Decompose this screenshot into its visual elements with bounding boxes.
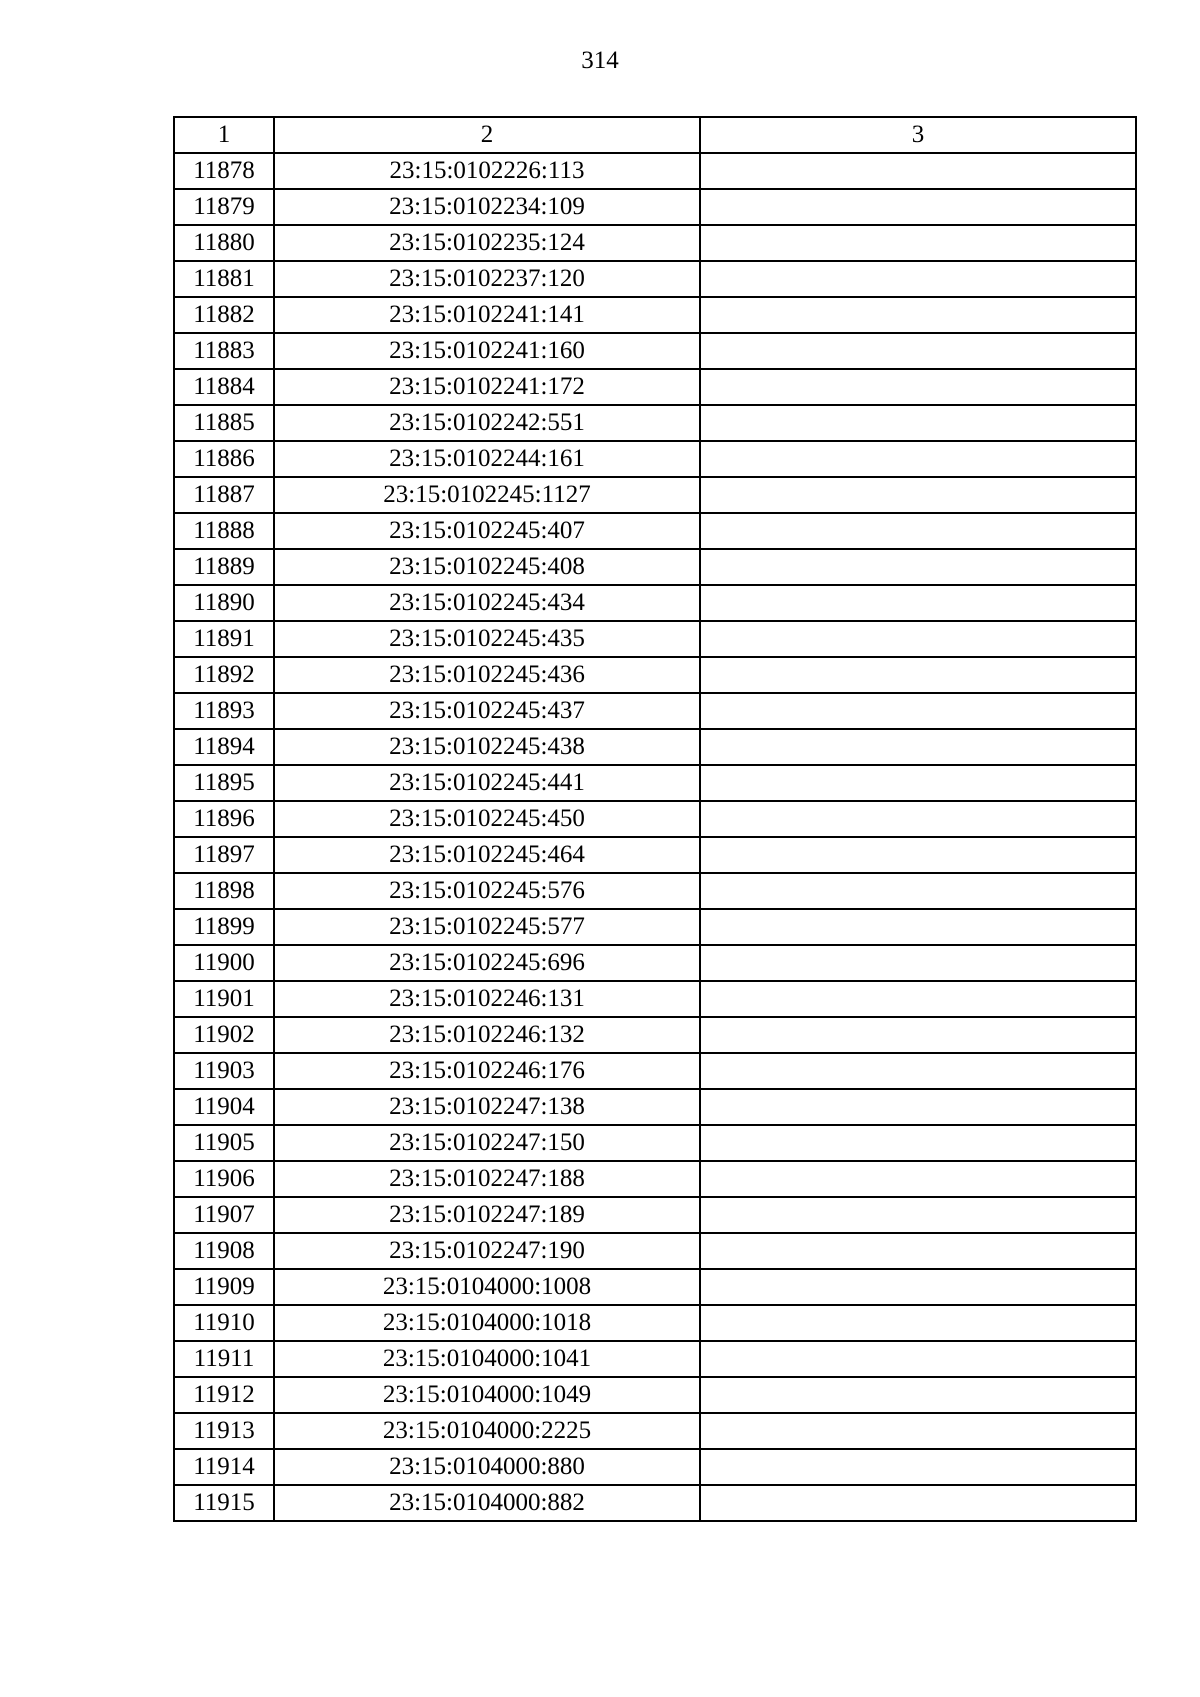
- cadastral-number-cell: 23:15:0102245:434: [274, 585, 700, 621]
- empty-cell: [700, 873, 1136, 909]
- empty-cell: [700, 1053, 1136, 1089]
- row-number-cell: 11898: [174, 873, 274, 909]
- table-row: [174, 1053, 1136, 1089]
- cadastral-number-cell: 23:15:0102242:551: [274, 405, 700, 441]
- empty-cell: [700, 945, 1136, 981]
- empty-cell: [700, 1485, 1136, 1521]
- empty-cell: [700, 1089, 1136, 1125]
- cadastral-number-cell: 23:15:0102247:150: [274, 1125, 700, 1161]
- row-number-cell: 11879: [174, 189, 274, 225]
- table-row: [174, 1449, 1136, 1485]
- table-row: [174, 1089, 1136, 1125]
- table-row: [174, 729, 1136, 765]
- empty-cell: [700, 1449, 1136, 1485]
- row-number-cell: 11896: [174, 801, 274, 837]
- empty-cell: [700, 765, 1136, 801]
- empty-cell: [700, 1233, 1136, 1269]
- table-row: [174, 1305, 1136, 1341]
- table-row: [174, 1125, 1136, 1161]
- table-row: [174, 1341, 1136, 1377]
- empty-cell: [700, 405, 1136, 441]
- empty-cell: [700, 657, 1136, 693]
- empty-cell: [700, 369, 1136, 405]
- cadastral-number-cell: 23:15:0102245:696: [274, 945, 700, 981]
- table-row: [174, 297, 1136, 333]
- cadastral-number-cell: 23:15:0102245:438: [274, 729, 700, 765]
- table-row: [174, 405, 1136, 441]
- empty-cell: [700, 981, 1136, 1017]
- table-row: [174, 657, 1136, 693]
- row-number-cell: 11883: [174, 333, 274, 369]
- cadastral-number-cell: 23:15:0102246:132: [274, 1017, 700, 1053]
- table-row: [174, 1485, 1136, 1521]
- table-row: [174, 1377, 1136, 1413]
- empty-cell: [700, 225, 1136, 261]
- empty-cell: [700, 441, 1136, 477]
- table-row: [174, 261, 1136, 297]
- cadastral-number-cell: 23:15:0102247:189: [274, 1197, 700, 1233]
- empty-cell: [700, 1197, 1136, 1233]
- cadastral-number-cell: 23:15:0104000:1041: [274, 1341, 700, 1377]
- table-row: [174, 945, 1136, 981]
- table-row: [174, 585, 1136, 621]
- empty-cell: [700, 801, 1136, 837]
- row-number-cell: 11880: [174, 225, 274, 261]
- row-number-cell: 11914: [174, 1449, 274, 1485]
- row-number-cell: 11902: [174, 1017, 274, 1053]
- row-number-cell: 11899: [174, 909, 274, 945]
- table-row: [174, 441, 1136, 477]
- empty-cell: [700, 1413, 1136, 1449]
- empty-cell: [700, 1341, 1136, 1377]
- empty-cell: [700, 729, 1136, 765]
- table-row: [174, 189, 1136, 225]
- empty-cell: [700, 513, 1136, 549]
- row-number-cell: 11900: [174, 945, 274, 981]
- empty-cell: [700, 1017, 1136, 1053]
- table-row: [174, 873, 1136, 909]
- row-number-cell: 11890: [174, 585, 274, 621]
- cadastral-number-cell: 23:15:0102246:131: [274, 981, 700, 1017]
- row-number-cell: 11889: [174, 549, 274, 585]
- table-row: [174, 477, 1136, 513]
- empty-cell: [700, 189, 1136, 225]
- table-row: [174, 333, 1136, 369]
- cadastral-number-cell: 23:15:0102235:124: [274, 225, 700, 261]
- table-row: [174, 1017, 1136, 1053]
- cadastral-number-cell: 23:15:0102237:120: [274, 261, 700, 297]
- row-number-cell: 11910: [174, 1305, 274, 1341]
- empty-cell: [700, 693, 1136, 729]
- cadastral-number-table: [173, 116, 1137, 1522]
- cadastral-number-cell: 23:15:0102246:176: [274, 1053, 700, 1089]
- table-row: [174, 369, 1136, 405]
- cadastral-number-cell: 23:15:0102241:160: [274, 333, 700, 369]
- cadastral-number-cell: 23:15:0104000:2225: [274, 1413, 700, 1449]
- cadastral-number-cell: 23:15:0102245:464: [274, 837, 700, 873]
- row-number-cell: 11913: [174, 1413, 274, 1449]
- cadastral-number-cell: 23:15:0102245:435: [274, 621, 700, 657]
- row-number-cell: 11895: [174, 765, 274, 801]
- table-row: [174, 153, 1136, 189]
- cadastral-number-cell: 23:15:0102241:141: [274, 297, 700, 333]
- table-row: [174, 1413, 1136, 1449]
- cadastral-number-cell: 23:15:0102234:109: [274, 189, 700, 225]
- cadastral-number-cell: 23:15:0102245:407: [274, 513, 700, 549]
- table-row: [174, 1233, 1136, 1269]
- cadastral-number-cell: 23:15:0104000:1049: [274, 1377, 700, 1413]
- cadastral-number-cell: 23:15:0102247:188: [274, 1161, 700, 1197]
- cadastral-number-cell: 23:15:0102226:113: [274, 153, 700, 189]
- cadastral-number-cell: 23:15:0102245:441: [274, 765, 700, 801]
- row-number-cell: 11887: [174, 477, 274, 513]
- row-number-cell: 11884: [174, 369, 274, 405]
- row-number-cell: 11885: [174, 405, 274, 441]
- table-row: [174, 513, 1136, 549]
- row-number-cell: 11886: [174, 441, 274, 477]
- row-number-cell: 11909: [174, 1269, 274, 1305]
- row-number-cell: 11888: [174, 513, 274, 549]
- table-row: [174, 765, 1136, 801]
- cadastral-number-cell: 23:15:0102245:437: [274, 693, 700, 729]
- empty-cell: [700, 477, 1136, 513]
- header-cell-1: 1: [174, 117, 274, 153]
- row-number-cell: 11882: [174, 297, 274, 333]
- empty-cell: [700, 261, 1136, 297]
- cadastral-number-cell: 23:15:0102245:436: [274, 657, 700, 693]
- row-number-cell: 11901: [174, 981, 274, 1017]
- row-number-cell: 11912: [174, 1377, 274, 1413]
- cadastral-number-cell: 23:15:0104000:882: [274, 1485, 700, 1521]
- row-number-cell: 11904: [174, 1089, 274, 1125]
- page-number: 314: [581, 47, 619, 74]
- cadastral-number-cell: 23:15:0102245:450: [274, 801, 700, 837]
- table-row: [174, 225, 1136, 261]
- cadastral-number-cell: 23:15:0102245:577: [274, 909, 700, 945]
- cadastral-number-cell: 23:15:0104000:880: [274, 1449, 700, 1485]
- table-row: [174, 693, 1136, 729]
- cadastral-number-cell: 23:15:0102241:172: [274, 369, 700, 405]
- header-cell-2: 2: [274, 117, 700, 153]
- table-row: [174, 801, 1136, 837]
- cadastral-number-cell: 23:15:0102244:161: [274, 441, 700, 477]
- header-cell-3: 3: [700, 117, 1136, 153]
- empty-cell: [700, 1269, 1136, 1305]
- cadastral-number-cell: 23:15:0102245:576: [274, 873, 700, 909]
- row-number-cell: 11878: [174, 153, 274, 189]
- row-number-cell: 11894: [174, 729, 274, 765]
- row-number-cell: 11893: [174, 693, 274, 729]
- row-number-cell: 11891: [174, 621, 274, 657]
- cadastral-number-cell: 23:15:0102245:1127: [274, 477, 700, 513]
- empty-cell: [700, 1377, 1136, 1413]
- row-number-cell: 11892: [174, 657, 274, 693]
- table-header-row: [174, 117, 1136, 153]
- cadastral-number-cell: 23:15:0102247:190: [274, 1233, 700, 1269]
- cadastral-number-cell: 23:15:0102245:408: [274, 549, 700, 585]
- table-row: [174, 621, 1136, 657]
- row-number-cell: 11908: [174, 1233, 274, 1269]
- table-row: [174, 549, 1136, 585]
- empty-cell: [700, 1125, 1136, 1161]
- table-row: [174, 1161, 1136, 1197]
- cadastral-number-cell: 23:15:0104000:1008: [274, 1269, 700, 1305]
- table-body: [174, 117, 1136, 1521]
- cadastral-number-cell: 23:15:0104000:1018: [274, 1305, 700, 1341]
- row-number-cell: 11906: [174, 1161, 274, 1197]
- row-number-cell: 11911: [174, 1341, 274, 1377]
- empty-cell: [700, 837, 1136, 873]
- cadastral-number-cell: 23:15:0102247:138: [274, 1089, 700, 1125]
- table-row: [174, 981, 1136, 1017]
- empty-cell: [700, 549, 1136, 585]
- table-row: [174, 1269, 1136, 1305]
- row-number-cell: 11907: [174, 1197, 274, 1233]
- empty-cell: [700, 909, 1136, 945]
- row-number-cell: 11897: [174, 837, 274, 873]
- table-row: [174, 909, 1136, 945]
- empty-cell: [700, 153, 1136, 189]
- empty-cell: [700, 585, 1136, 621]
- empty-cell: [700, 621, 1136, 657]
- row-number-cell: 11905: [174, 1125, 274, 1161]
- empty-cell: [700, 333, 1136, 369]
- empty-cell: [700, 297, 1136, 333]
- row-number-cell: 11881: [174, 261, 274, 297]
- row-number-cell: 11915: [174, 1485, 274, 1521]
- row-number-cell: 11903: [174, 1053, 274, 1089]
- table-row: [174, 1197, 1136, 1233]
- empty-cell: [700, 1161, 1136, 1197]
- table-row: [174, 837, 1136, 873]
- empty-cell: [700, 1305, 1136, 1341]
